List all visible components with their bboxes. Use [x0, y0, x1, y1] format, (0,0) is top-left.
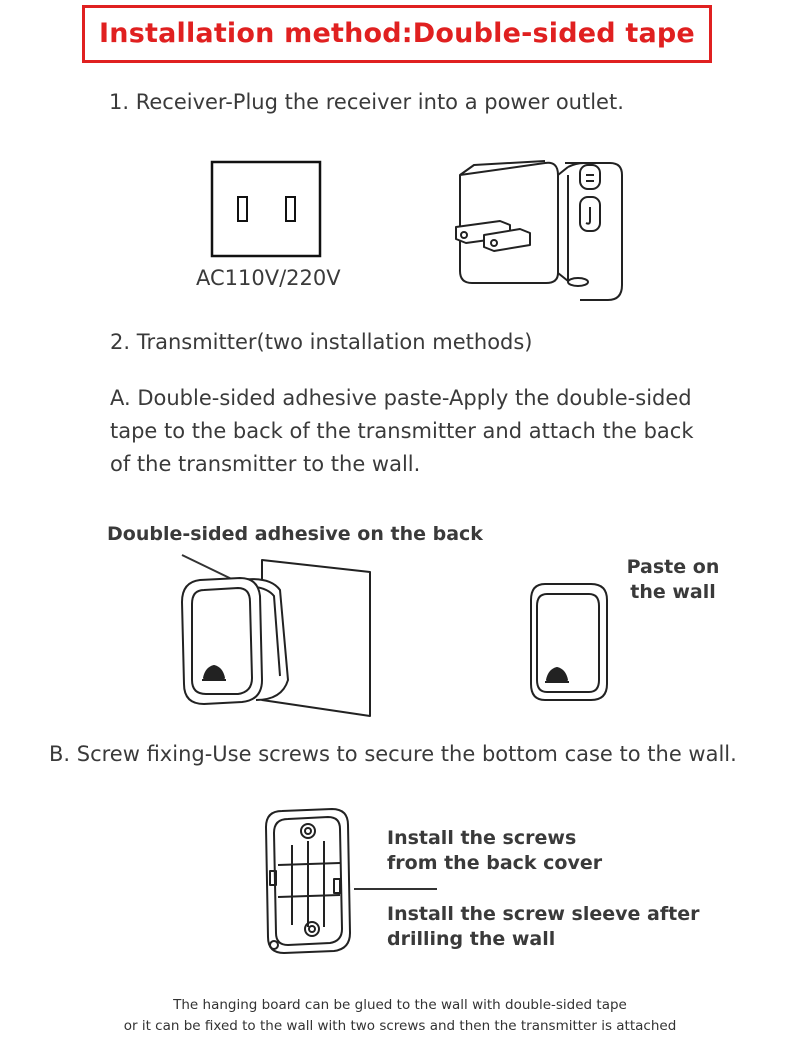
step2-text: 2. Transmitter(two installation methods): [110, 330, 533, 354]
sleeve-label-line2: drilling the wall: [387, 928, 556, 950]
sleeve-label-line1: Install the screw sleeve after: [387, 903, 700, 925]
screws-label: [387, 826, 602, 876]
outlet-label: AC110V/220V: [196, 266, 341, 290]
adhesive-label: Double-sided adhesive on the back: [107, 523, 483, 545]
sleeve-label: [387, 902, 699, 952]
power-outlet-icon: [210, 160, 324, 260]
receiver-plug-icon: [450, 155, 630, 305]
paste-label-line2: the wall: [630, 581, 716, 603]
screws-label-line2: from the back cover: [387, 852, 603, 874]
transmitter-adhesive-illustration: [170, 550, 385, 720]
footer-line2: or it can be fixed to the wall with two screws and then the transmitter is attached: [123, 1018, 677, 1034]
method-b-text: B. Screw fixing-Use screws to secure the bottom case to the wall.: [49, 742, 737, 766]
step1-text: 1. Receiver-Plug the receiver into a power outlet.: [109, 90, 624, 114]
method-a-line1: A. Double-sided adhesive paste-Apply the double-sided: [110, 386, 692, 410]
transmitter-pasted-illustration: [527, 580, 613, 705]
page-title: Installation method:Double-sided tape: [99, 18, 695, 49]
footer-line1: The hanging board can be glued to the wall with double-sided tape: [173, 997, 627, 1013]
screws-label-line1: Install the screws: [387, 827, 577, 849]
method-a-line3: of the transmitter to the wall.: [110, 452, 421, 476]
method-a-line2: tape to the back of the transmitter and attach the back: [110, 419, 694, 443]
paste-label: [613, 555, 733, 605]
method-a-paragraph: [110, 382, 730, 481]
paste-label-line1: Paste on: [626, 556, 720, 578]
